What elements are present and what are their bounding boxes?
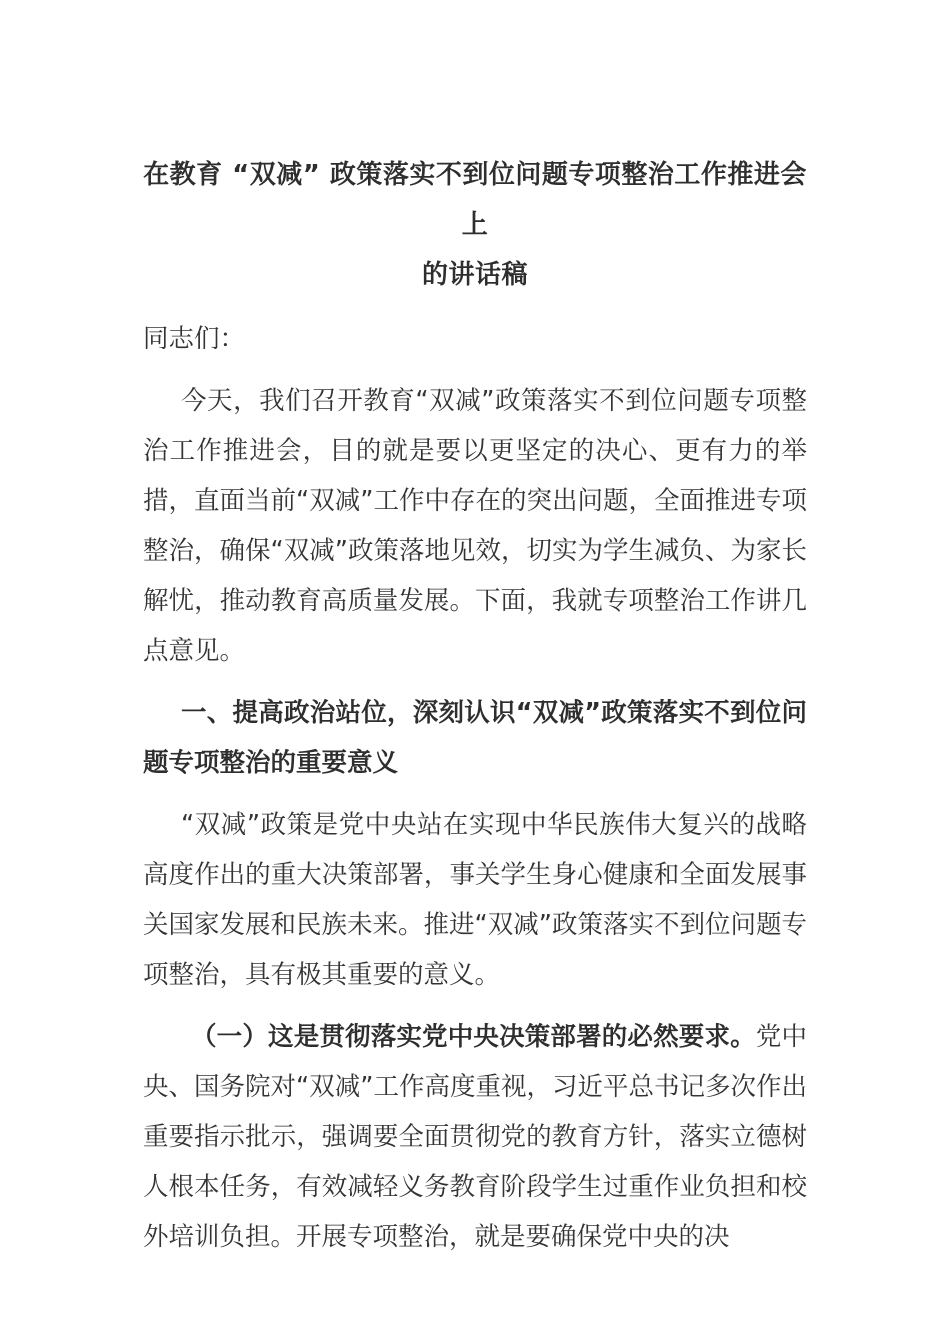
point-1-paragraph	[143, 1012, 807, 1262]
point-1-body: 党中央、国务院对“双减”工作高度重视，习近平总书记多次作出重要指示批示，强调要全面贯彻党的教育方针，落实立德树人根本任务，有效减轻义务教育阶段学生过重作业负担和校外培训负担。开展专项整治，就是要确保党中央的决	[143, 1022, 807, 1252]
title-line-2: 的讲话稿	[421, 260, 528, 290]
salutation: 同志们：	[143, 324, 246, 354]
document-page	[143, 150, 807, 1262]
point-1-lead: （一）这是贯彻落实党中央决策部署的必然要求。	[191, 1022, 756, 1052]
section-1-paragraph: “双减”政策是党中央站在实现中华民族伟大复兴的战略高度作出的重大决策部署，事关学生身心健康和全面发展事关国家发展和民族未来。推进“双减”政策落实不到位问题专项整治，具有极其重要的意义。	[143, 810, 807, 990]
title-line-1: 在教育 “双减” 政策落实不到位问题专项整治工作推进会上	[143, 160, 807, 240]
document-title	[143, 150, 807, 300]
section-1-heading: 一、提高政治站位，深刻认识“双减”政策落实不到位问题专项整治的重要意义	[143, 698, 807, 778]
intro-paragraph: 今天，我们召开教育“双减”政策落实不到位问题专项整治工作推进会，目的就是要以更坚定的决心、更有力的举措，直面当前“双减”工作中存在的突出问题，全面推进专项整治，确保“双减”政策落地见效，切实为学生减负、为家长解忧，推动教育高质量发展。下面，我就专项整治工作讲几点意见。	[143, 386, 807, 666]
